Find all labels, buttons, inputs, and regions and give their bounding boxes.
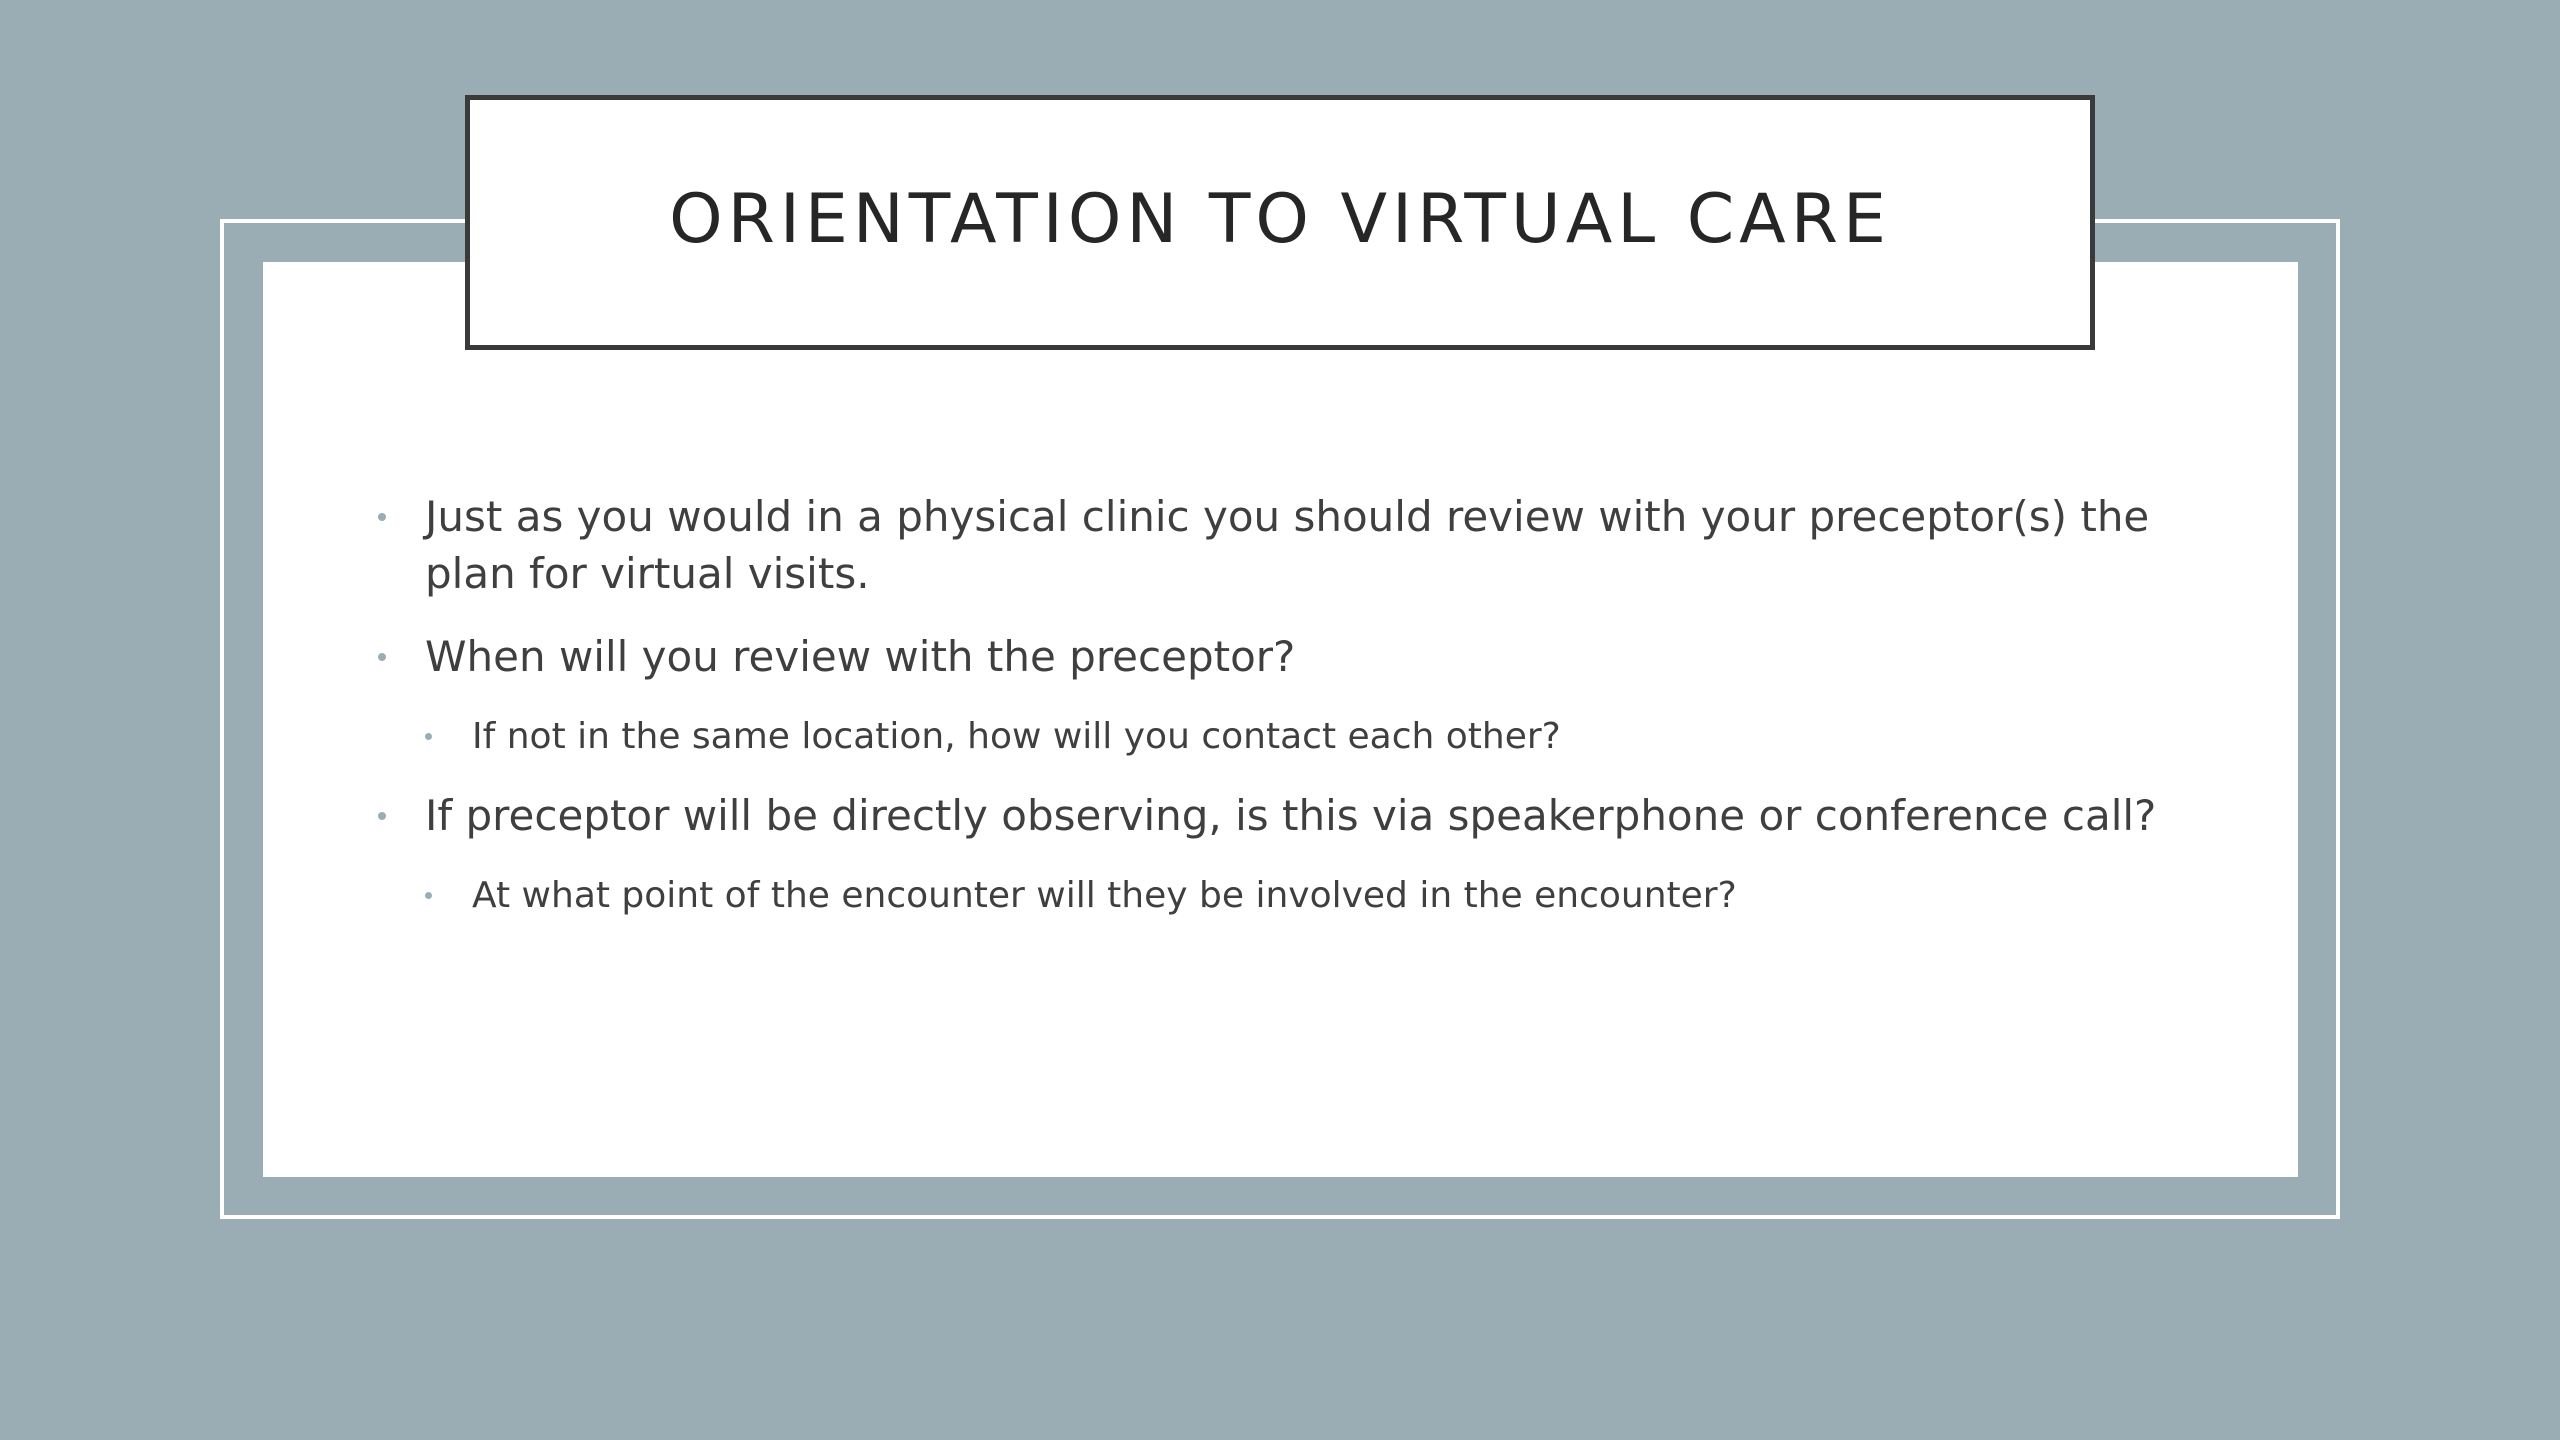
title-box bbox=[465, 95, 2095, 350]
sub-bullet-item: If not in the same location, how will you contact each other? bbox=[417, 711, 2190, 763]
sub-bullet-item: At what point of the encounter will they be involved in the encounter? bbox=[417, 870, 2190, 922]
slide-title: ORIENTATION TO VIRTUAL CARE bbox=[669, 180, 1891, 259]
bullet-item: Just as you would in a physical clinic you should review with your preceptor(s) the plan for virtual visits. bbox=[370, 488, 2190, 602]
bullet-list bbox=[370, 488, 2190, 946]
bullet-item: If preceptor will be directly observing, is this via speakerphone or conference call? bbox=[370, 787, 2190, 844]
bullet-item: When will you review with the preceptor? bbox=[370, 628, 2190, 685]
